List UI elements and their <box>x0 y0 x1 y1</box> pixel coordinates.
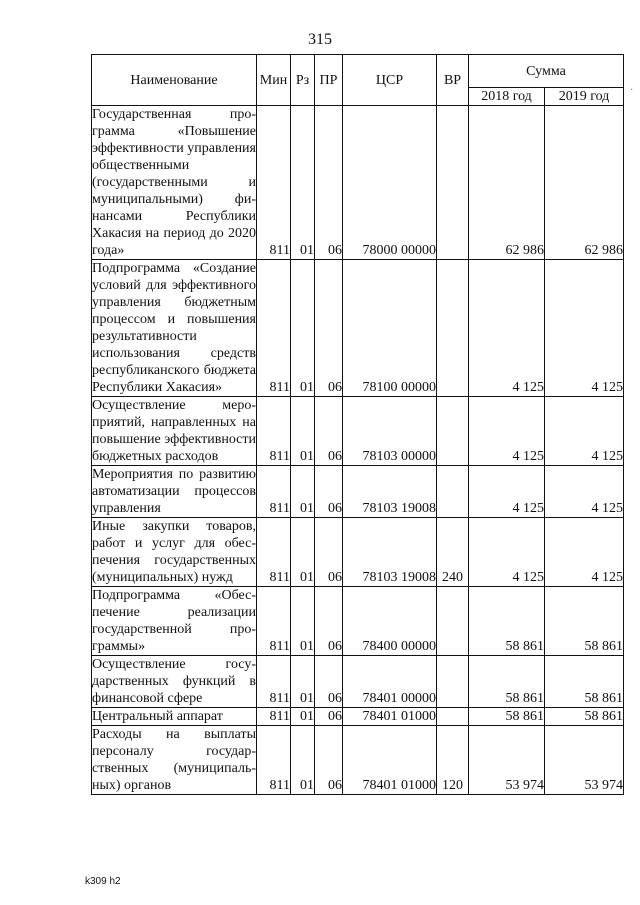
cell-y2019: 4 125 <box>545 397 624 466</box>
cell-csr: 78103 00000 <box>343 397 437 466</box>
cell-name: Подпрограмма «Создание условий для эффективного управления бюджетным процессом и повышения результативности использования средств республиканского бюджета Республики Хакасия» <box>92 261 256 395</box>
cell-min: 811 <box>257 466 291 518</box>
cell-name: Расходы на выплаты персоналу государственных (муниципальных) органов <box>92 727 256 793</box>
header-min: Мин <box>257 55 291 106</box>
cell-name: Осуществление мероприятий, направленных на повышение эффективности бюджетных расходов <box>92 398 256 464</box>
cell-rz: 01 <box>291 397 315 466</box>
header-rz: Рз <box>291 55 315 106</box>
cell-y2019: 53 974 <box>545 726 624 795</box>
cell-pr: 06 <box>315 106 343 260</box>
cell-rz: 01 <box>291 260 315 397</box>
cell-vr <box>437 397 469 466</box>
table-row <box>92 397 624 466</box>
header-name: Наименование <box>92 55 257 106</box>
cell-rz: 01 <box>291 587 315 656</box>
cell-name: Государственная программа «Повышение эффективности управления общественными (государственными и муниципальными) финансами Республики Хакасия на период до 2020 года» <box>92 107 256 258</box>
edge-mark: · <box>630 85 634 96</box>
cell-pr: 06 <box>315 656 343 708</box>
cell-vr <box>437 106 469 260</box>
cell-csr: 78103 19008 <box>343 518 437 587</box>
cell-y2019: 4 125 <box>545 518 624 587</box>
cell-y2018: 58 861 <box>469 708 545 726</box>
cell-y2019: 62 986 <box>545 106 624 260</box>
table-row <box>92 726 624 795</box>
cell-csr: 78100 00000 <box>343 260 437 397</box>
cell-csr: 78103 19008 <box>343 466 437 518</box>
cell-csr: 78400 00000 <box>343 587 437 656</box>
table-row <box>92 518 624 587</box>
footer-code: k309 h2 <box>85 876 121 887</box>
cell-y2018: 4 125 <box>469 466 545 518</box>
table-row <box>92 708 624 726</box>
table-row <box>92 260 624 397</box>
table-row <box>92 656 624 708</box>
header-pr: ПР <box>315 55 343 106</box>
cell-y2018: 62 986 <box>469 106 545 260</box>
cell-rz: 01 <box>291 726 315 795</box>
cell-y2018: 58 861 <box>469 587 545 656</box>
cell-rz: 01 <box>291 106 315 260</box>
table-row <box>92 466 624 518</box>
cell-y2019: 4 125 <box>545 260 624 397</box>
cell-csr: 78401 01000 <box>343 726 437 795</box>
cell-name: Мероприятия по развитию автоматизации процессов управления <box>92 467 256 516</box>
cell-min: 811 <box>257 397 291 466</box>
cell-y2019: 58 861 <box>545 656 624 708</box>
cell-y2018: 4 125 <box>469 260 545 397</box>
cell-y2019: 58 861 <box>545 708 624 726</box>
cell-min: 811 <box>257 726 291 795</box>
table-row <box>92 587 624 656</box>
cell-y2018: 4 125 <box>469 518 545 587</box>
header-2019: 2019 год <box>545 88 624 106</box>
cell-y2019: 58 861 <box>545 587 624 656</box>
header-2018: 2018 год <box>469 88 545 106</box>
cell-min: 811 <box>257 708 291 726</box>
cell-name: Иные закупки товаров, работ и услуг для обеспечения государственных (муниципальных) нужд <box>92 519 256 585</box>
cell-pr: 06 <box>315 708 343 726</box>
cell-pr: 06 <box>315 726 343 795</box>
table-body <box>92 106 624 795</box>
cell-vr <box>437 656 469 708</box>
cell-vr: 240 <box>437 518 469 587</box>
cell-csr: 78000 00000 <box>343 106 437 260</box>
cell-min: 811 <box>257 587 291 656</box>
cell-rz: 01 <box>291 708 315 726</box>
cell-name: Центральный аппарат <box>92 708 257 726</box>
cell-rz: 01 <box>291 656 315 708</box>
table-row <box>92 106 624 260</box>
cell-vr <box>437 708 469 726</box>
cell-vr <box>437 260 469 397</box>
cell-y2018: 58 861 <box>469 656 545 708</box>
cell-y2019: 4 125 <box>545 466 624 518</box>
cell-vr <box>437 587 469 656</box>
budget-table <box>91 54 624 795</box>
cell-csr: 78401 00000 <box>343 656 437 708</box>
header-csr: ЦСР <box>343 55 437 106</box>
header-vr: ВР <box>437 55 469 106</box>
page-number: 315 <box>308 31 332 48</box>
cell-rz: 01 <box>291 466 315 518</box>
cell-y2018: 53 974 <box>469 726 545 795</box>
cell-csr: 78401 01000 <box>343 708 437 726</box>
cell-pr: 06 <box>315 260 343 397</box>
cell-name: Подпрограмма «Обеспечение реализации государственной программы» <box>92 588 256 654</box>
cell-min: 811 <box>257 260 291 397</box>
cell-vr <box>437 466 469 518</box>
cell-y2018: 4 125 <box>469 397 545 466</box>
cell-pr: 06 <box>315 397 343 466</box>
cell-rz: 01 <box>291 518 315 587</box>
cell-pr: 06 <box>315 466 343 518</box>
cell-pr: 06 <box>315 587 343 656</box>
cell-min: 811 <box>257 106 291 260</box>
cell-min: 811 <box>257 656 291 708</box>
header-sum: Сумма <box>469 55 624 88</box>
cell-vr: 120 <box>437 726 469 795</box>
cell-name: Осуществление государственных функций в финансовой сфере <box>92 657 256 706</box>
cell-min: 811 <box>257 518 291 587</box>
cell-pr: 06 <box>315 518 343 587</box>
